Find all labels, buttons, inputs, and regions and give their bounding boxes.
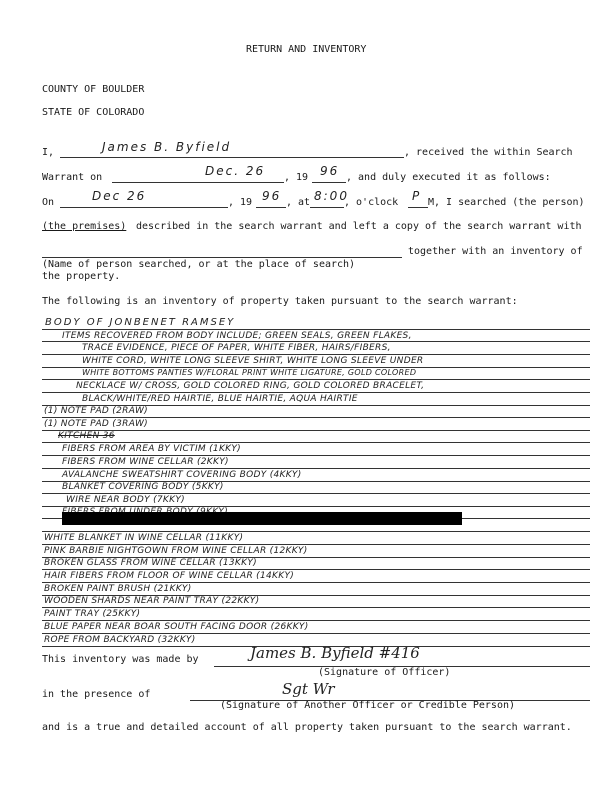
inventory-rule	[42, 544, 590, 545]
redaction-bar	[62, 512, 462, 525]
inventory-rule	[42, 392, 590, 393]
inventory-line: PAINT TRAY (25KKY)	[44, 609, 141, 619]
exec-date: Dec 26	[92, 189, 147, 203]
inventory-line: WOODEN SHARDS NEAR PAINT TRAY (22KKY)	[44, 596, 260, 606]
exec-time: 8:00	[314, 189, 349, 203]
inventory-line: BROKEN PAINT BRUSH (21KKY)	[44, 584, 192, 594]
inventory-line: BODY OF JONBENET RAMSEY	[45, 317, 236, 328]
exec-year-line	[256, 207, 286, 208]
presence-label: in the presence of	[42, 689, 151, 700]
inventory-line: WIRE NEAR BODY (7KKY)	[66, 495, 185, 505]
document-title: RETURN AND INVENTORY	[246, 44, 367, 55]
name-caption: (Name of person searched, or at the place of search)	[42, 259, 356, 270]
inventory-rule	[42, 531, 590, 532]
inventory-line: AVALANCHE SWEATSHIRT COVERING BODY (4KKY)	[62, 470, 302, 480]
inventory-rule	[42, 430, 590, 431]
warrant-year-line	[312, 182, 346, 183]
together-text: together with an inventory of	[408, 246, 583, 257]
inventory-line: BLACK/WHITE/RED HAIRTIE, BLUE HAIRTIE, AQUA HAIRTIE	[82, 394, 358, 404]
inventory-rule	[42, 582, 590, 583]
exec-time-line	[310, 207, 344, 208]
inventory-rule	[42, 329, 590, 330]
inventory-line: NECKLACE W/ CROSS, GOLD COLORED RING, GOLD COLORED BRACELET,	[76, 381, 425, 391]
inventory-line: ROPE FROM BACKYARD (32KKY)	[44, 635, 196, 645]
inventory-rule	[42, 417, 590, 418]
inventory-line: WHITE CORD, WHITE LONG SLEEVE SHIRT, WHITE LONG SLEEVE UNDER	[82, 356, 424, 366]
state-line: STATE OF COLORADO	[42, 107, 145, 118]
received-text: , received the within Search	[404, 147, 573, 158]
inventory-line: (1) NOTE PAD (2RAW)	[44, 406, 148, 416]
made-by-label: This inventory was made by	[42, 654, 199, 665]
inventory-line: PINK BARBIE NIGHTGOWN FROM WINE CELLAR (12KKY)	[44, 546, 308, 556]
inventory-rule	[42, 468, 590, 469]
inventory-line: HAIR FIBERS FROM FLOOR OF WINE CELLAR (14KKY)	[44, 571, 295, 581]
inventory-rule	[42, 354, 590, 355]
warrant-date: Dec. 26	[205, 164, 266, 178]
inventory-line: TRACE EVIDENCE, PIECE OF PAPER, WHITE FIBER, HAIRS/FIBERS,	[82, 343, 391, 353]
inventory-line: BLANKET COVERING BODY (5KKY)	[62, 482, 224, 492]
oclock-label: , o'clock	[344, 197, 399, 208]
on-label: On	[42, 197, 55, 208]
person-searched-line	[42, 257, 402, 258]
year-prefix-2: , 19	[228, 197, 253, 208]
inventory-rule	[42, 493, 590, 494]
inventory-line: ITEMS RECOVERED FROM BODY INCLUDE; GREEN SEALS, GREEN FLAKES,	[62, 331, 412, 341]
inventory-line: FIBERS FROM AREA BY VICTIM (1KKY)	[62, 444, 241, 454]
at-label: , at	[286, 197, 311, 208]
inventory-line: BROKEN GLASS FROM WINE CELLAR (13KKY)	[44, 558, 257, 568]
inventory-rule	[42, 633, 590, 634]
meridiem: P	[412, 189, 422, 203]
closing-statement: and is a true and detailed account of all property taken pursuant to the search warrant.	[42, 722, 572, 733]
year-prefix-1: , 19	[284, 172, 309, 183]
inventory-line: WHITE BOTTOMS PANTIES W/FLORAL PRINT WHITE LIGATURE, GOLD COLORED	[82, 368, 417, 377]
inventory-line: WHITE BLANKET IN WINE CELLAR (11KKY)	[44, 533, 244, 543]
inventory-line: (1) NOTE PAD (3RAW)	[44, 419, 148, 429]
inventory-rule	[42, 341, 590, 342]
officer-name: James B. Byfield	[102, 140, 232, 154]
inventory-rule	[42, 442, 590, 443]
county-line: COUNTY OF BOULDER	[42, 84, 145, 95]
inventory-rule	[42, 607, 590, 608]
the-property: the property.	[42, 271, 121, 282]
inventory-rule	[42, 620, 590, 621]
warrant-on-label: Warrant on	[42, 172, 103, 183]
executed-text: , and duly executed it as follows:	[346, 172, 551, 183]
premises-label: (the premises)	[42, 221, 127, 232]
inventory-rule	[42, 569, 590, 570]
witness-signature: Sgt Wr	[282, 680, 335, 698]
warrant-date-line	[112, 182, 284, 183]
inventory-intro: The following is an inventory of property taken pursuant to the search warrant:	[42, 296, 518, 307]
inventory-rule	[42, 379, 590, 380]
inventory-line: KITCHEN 36	[58, 431, 115, 441]
i-label: I,	[42, 147, 55, 158]
exec-date-line	[60, 207, 228, 208]
officer-signature: James B. Byfield #416	[250, 644, 420, 662]
inventory-line: BLUE PAPER NEAR BOAR SOUTH FACING DOOR (26KKY)	[44, 622, 309, 632]
officer-name-line	[60, 157, 404, 158]
exec-year: 96	[262, 189, 282, 203]
inventory-rule	[42, 455, 590, 456]
described-text: described in the search warrant and left a copy of the search warrant with	[136, 221, 582, 232]
searched-text: M, I searched (the person)	[428, 197, 585, 208]
inventory-line: FIBERS FROM WINE CELLAR (2KKY)	[62, 457, 229, 467]
warrant-year: 96	[320, 164, 340, 178]
sig-officer-caption: (Signature of Officer)	[318, 667, 451, 678]
meridiem-line	[408, 207, 428, 208]
sig-witness-caption: (Signature of Another Officer or Credible Person)	[220, 700, 516, 711]
